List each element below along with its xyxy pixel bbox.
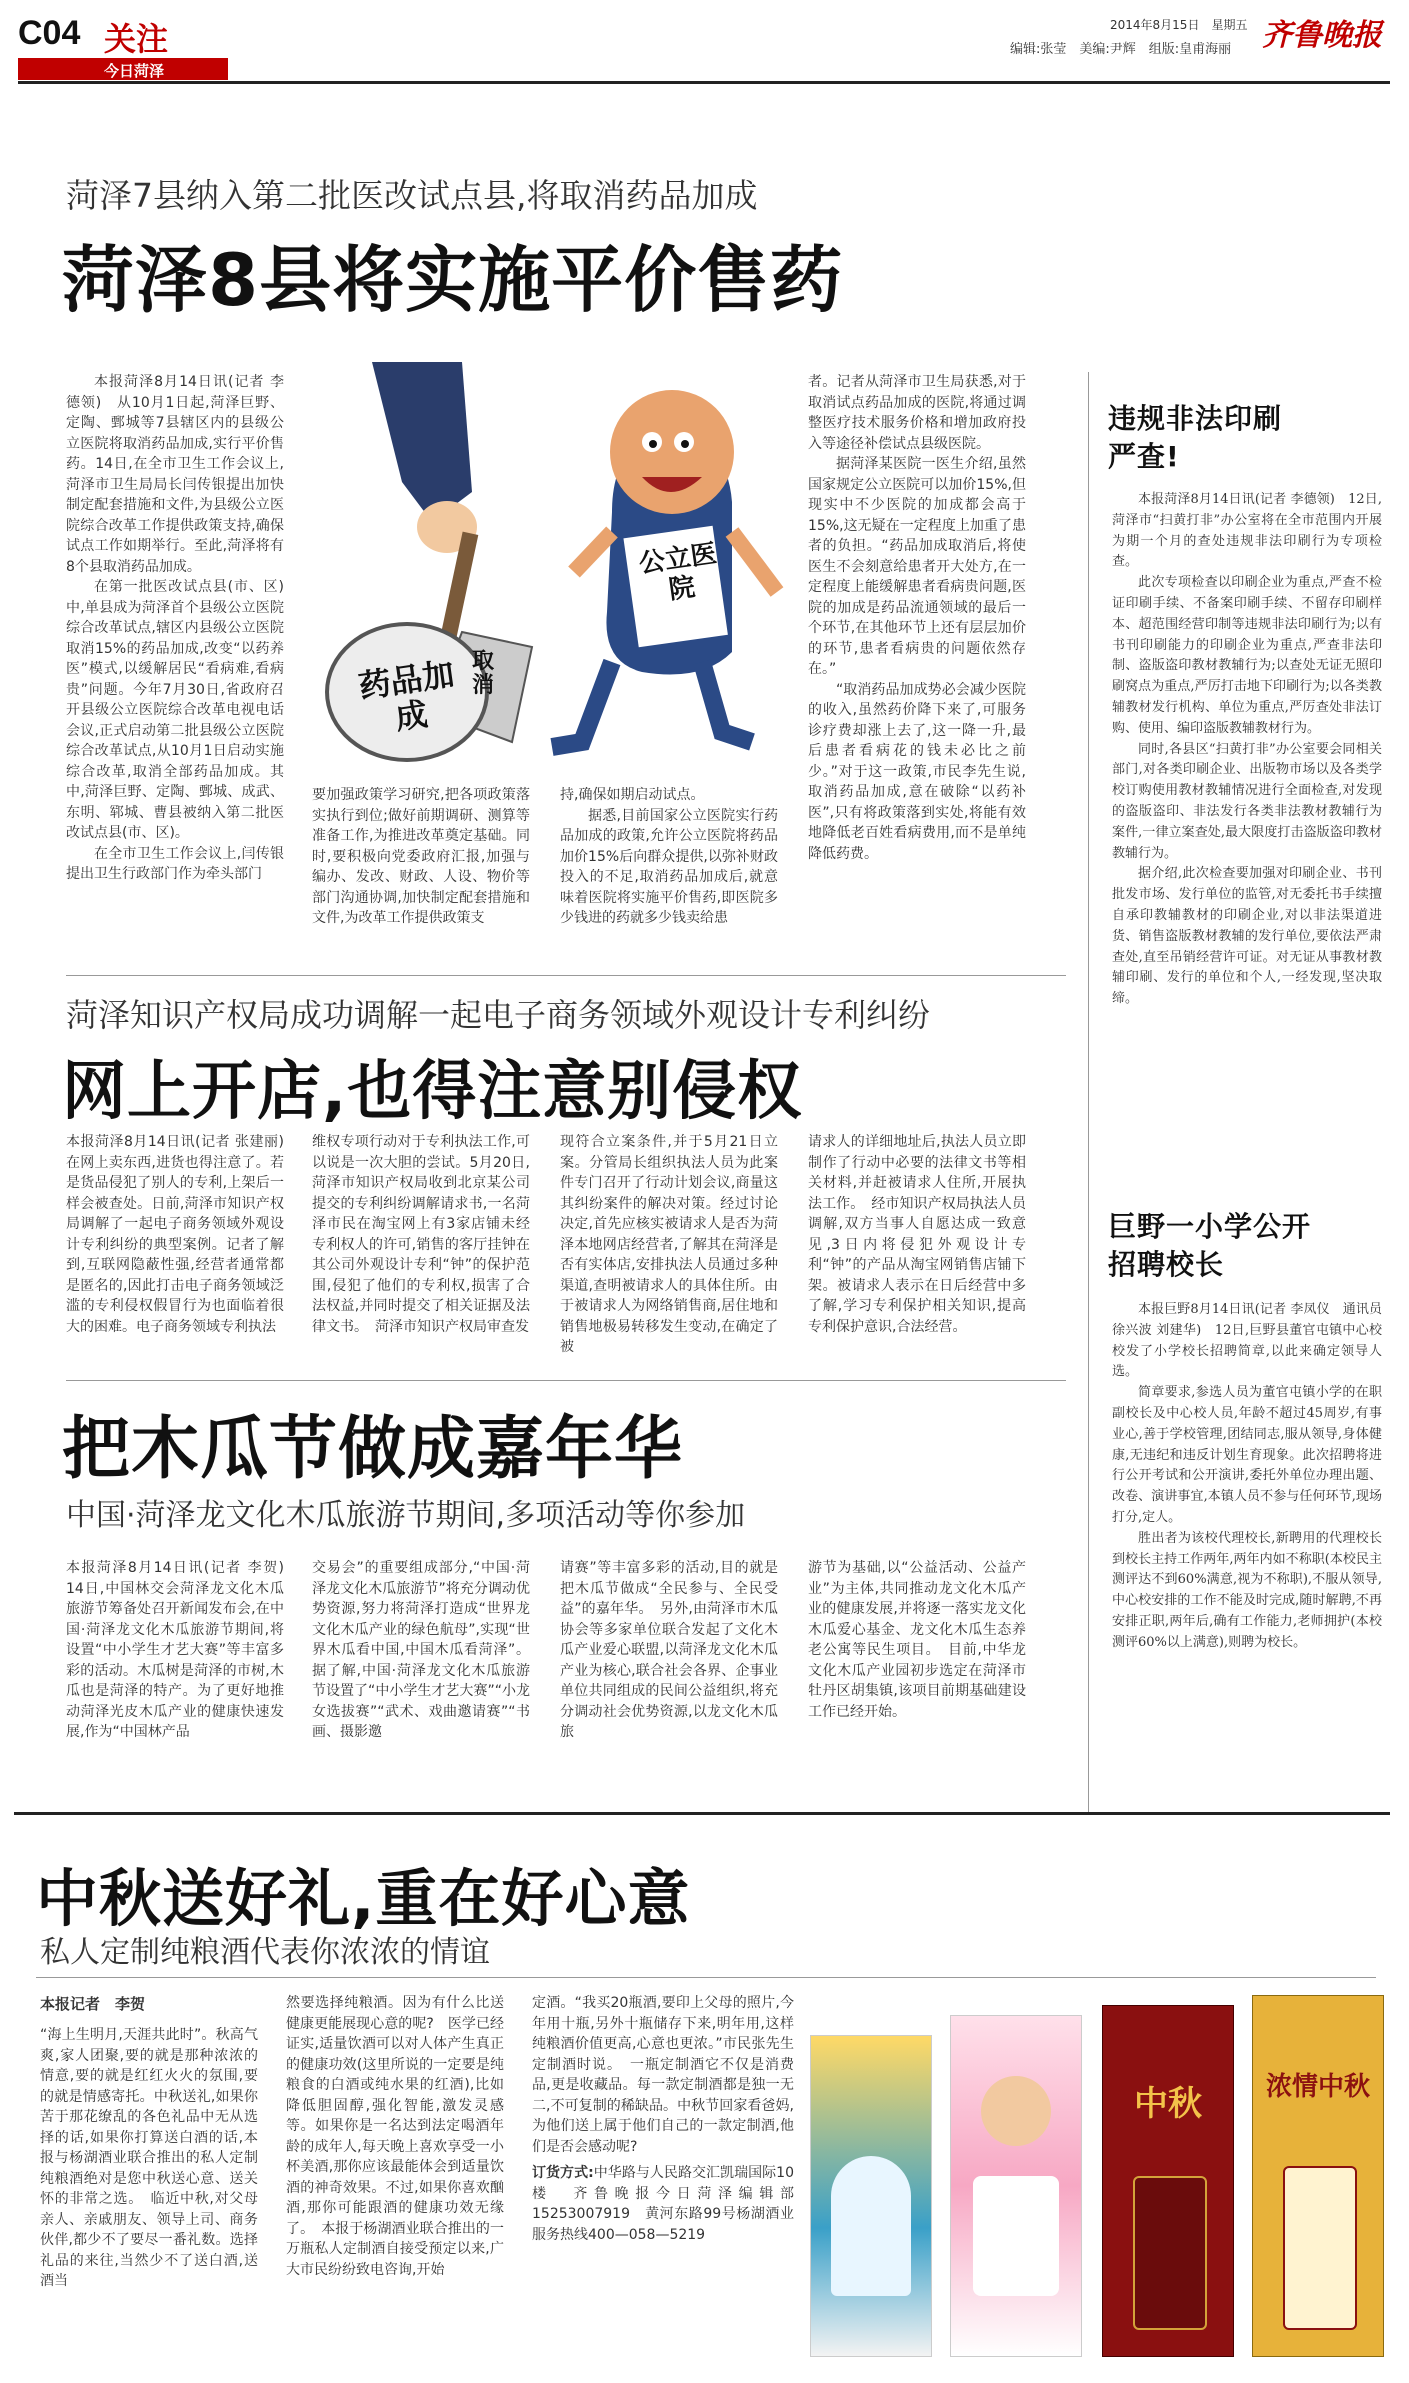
product-photos [810,1995,1390,2365]
article1-col1 [66,372,284,952]
article3-top-divider [66,1380,1066,1381]
article1-col4-p1: 者。记者从菏泽市卫生局获悉,对于取消试点药品加成的医院,将通过调整医疗技术服务价格和增加政府投入等途径补偿试点县级医院。 [808,374,1026,452]
promo-order-text: 中华路与人民路交汇凯瑞国际10楼 齐鲁晚报今日菏泽编辑部 15253007919 黄河东路99号杨湖酒业 服务热线400—058—5219 [532,2165,808,2243]
article2-kicker: 菏泽知识产权局成功调解一起电子商务领域外观设计专利纠纷 [66,996,931,1034]
editor-credits: 编辑:张莹 美编:尹辉 组版:皇甫海丽 [1010,42,1232,57]
product-box-3 [1102,2005,1234,2357]
promo-subtitle: 私人定制纯粮酒代表你浓浓的情谊 [40,1935,490,1970]
article2-col4: 请求人的详细地址后,执法人员立即制作了行动中必要的法律文书等相关材料,并赶被请求人住所,开展执法工作。 经市知识产权局执法人员调解,双方当事人自愿达成一致意见,3日内将侵犯外观设计专利“钟”的产品从淘宝网销售店铺下架。被请求人表示在日后经营中多了解,学习专利保护相关知识,提高专利保护意识,合法经营。 [808,1134,1026,1335]
article1-col2-lower: 要加强政策学习研究,把各项政策落实执行到位;做好前期调研、测算等准备工作,为推进改革奠定基础。同时,要积极向党委政府汇报,加强与编办、发改、财政、人设、物价等部门沟通协调,加快制定配套措施和文件,为改革工作提供政策支 [312,787,530,926]
promo-col2: 然要选择纯粮酒。因为有什么比送健康更能展现心意的呢? 医学已经证实,适量饮酒可以对人体产生真正的健康功效(这里所说的一定要是纯粮食的白酒或纯水果的红酒),比如降低胆固醇,强化智能,激发灵感等。如果你是一名达到法定喝酒年龄的成年人,每天晚上喜欢享受一小杯美酒,那你应该最能体会到适量饮酒的神奇效果。不过,如果你喜欢酗酒,那你可能跟酒的健康功效无缘了。 本报于杨湖酒业联合推出的一万瓶私人定制酒自接受预定以来,广大市民纷纷致电咨询,开始 [286,1995,504,2278]
product-box-2 [950,2015,1082,2357]
article1-col3-lower: 持,确保如期启动试点。 据悉,目前国家公立医院实行药品加成的政策,允许公立医院将药品加价15%后向群众提供,以弥补财政投入的不足,取消药品加成后,就意味着医院将实施平价售药,即医院多少钱进的药就多少钱卖给患 [560,787,778,926]
article3-subtitle: 中国·菏泽龙文化木瓜旅游节期间,多项活动等你参加 [66,1498,746,1533]
article3-title: 把木瓜节做成嘉年华 [62,1410,684,1489]
promo-box [14,1812,1390,2375]
promo-title: 中秋送好礼,重在好心意 [36,1862,691,1935]
promo-col3: 定酒。“我买20瓶酒,要印上父母的照片,今年用十瓶,另外十瓶储存下来,明年用,这样纯粮酒价值更高,心意也更浓。”市民张先生定制酒时说。 一瓶定制酒它不仅是消费品,更是收藏品。每一款定制酒都是独一无二,不可复制的稀缺品。中秋节回家看爸妈,为他们送上属于他们自己的一款定制酒,他们是否会感动呢? 订货方式:中华路与人民路交汇凯瑞国际10楼 齐鲁晚报今日菏泽编辑部 15253007919 黄河东路99号杨湖酒业 服务热线400—058—5219 [532,1995,808,2243]
cartoon-shovel-label: 取消 [472,649,495,698]
promo-order-label: 订货方式: [532,2165,594,2181]
cartoon-bag-label: 药品加成 [356,654,457,737]
side2-title: 巨野一小学公开招聘校长 [1108,1210,1312,1281]
product-label-4: 浓情中秋 [1265,2072,1370,2102]
article1-col1-p1: 本报菏泽8月14日讯(记者 李德领) 从10月1日起,菏泽巨野、定陶、鄄城等7县辖区内的县级公立医院将取消药品加成,实行平价售药。14日,在全市卫生工作会议上,菏泽市卫生局局长闫传银提出加快制定配套措施和文件,为县级公立医院综合改革工作提供政策支持,确保试点工作如期举行。至此,菏泽将有8个县取消药品加成。 [66,374,284,575]
article2-col1: 本报菏泽8月14日讯(记者 张建丽) 在网上卖东西,进货也得注意了。若是货品侵犯了别人的专利,上架后一样会被查处。日前,菏泽市知识产权局调解了一起电子商务领域外观设计专利纠纷的典型案例。记者了解到,互联网隐蔽性强,经营者通常都是匿名的,因此打击电子商务领域泛滥的专利侵权假冒行为也面临着很大的困难。电子商务领域专利执法 [66,1134,298,1335]
article1-col1-p2: 在第一批医改试点县(市、区)中,单县成为菏泽首个县级公立医院综合改革试点,辖区内县级公立医院取消15%的药品加成,改变“以药养医”模式,以缓解居民“看病难,看病贵”问题。今年7月30日,省政府召开县级公立医院综合改革电视电话会议,正式启动第二批县级公立医院综合改革试点,从10月1日启动实施综合改革,取消全部药品加成。其中,菏泽巨野、定陶、鄄城、成武、东明、郓城、曹县被纳入第二批医改试点县(市、区)。 [66,579,284,841]
article3-col4: 游节为基础,以“公益活动、公益产业”为主体,共同推动龙文化木瓜产业的健康发展,并将逐一落实龙文化木瓜爱心基金、龙文化木瓜生态养老公寓等民生项目。 目前,中华龙文化木瓜产业园初步选定在菏泽市牡丹区胡集镇,该项目前期基础建设工作已经开始。 [808,1560,1026,1720]
article3-col2: 交易会”的重要组成部分,“中国·菏泽龙文化木瓜旅游节”将充分调动优势资源,努力将菏泽打造成“世界龙文化木瓜产业的绿色航母”,实现“世界木瓜看中国,中国木瓜看菏泽”。据了解,中国·菏泽龙文化木瓜旅游节设置了“中小学生才艺大赛”“小龙女选拔赛”“武术、戏曲邀请赛”“书画、摄影邀 [312,1560,530,1740]
side1-body: 本报菏泽8月14日讯(记者 李德领) 12日,菏泽市“扫黄打非”办公室将在全市范围内开展为期一个月的查处违规非法印刷行为专项检查。 此次专项检查以印刷企业为重点,严查不检证印刷手续、不备案印刷手续、不留存印刷样本、超范围经营印制等违规非法印刷行为;以有书刊印刷能力的印刷企业为重点,严查非法印制、盗版盗印教材教辅行为;以查处无证无照印刷窝点为重点,严厉打击地下印刷行为;以各类教辅教材发行机构、单位为重点,严厉查处非法订购、使用、编印盗版教辅教材行为。 同时,各县区“扫黄打非”办公室要会同相关部门,对各类印刷企业、出版物市场以及各类学校订购使用教材教辅情况进行全面检查,对发现的盗版盗印、非法发行各类非法教材教辅行为案件,一律立案查处,最大限度打击盗版盗印教材教辅行为。 据介绍,此次检查要加强对印刷企业、书刊批发市场、发行单位的监管,对无委托书手续擅自承印教辅教材的印刷企业,对以非法渠道进货、销售盗版教材教辅的发行单位,要依法严肃查处,直至吊销经营许可证。对无证从事教材教辅印刷、发行的单位和个人,一经发现,坚决取缔。 [1112,492,1382,1007]
article2-title: 网上开店,也得注意别侵权 [62,1055,803,1129]
promo-divider [36,1977,1376,1978]
article3-col3: 请赛”等丰富多彩的活动,目的就是把木瓜节做成“全民参与、全民受益”的嘉年华。 另外,由菏泽市木瓜协会等多家单位联合发起了文化木瓜产业爱心联盟,以菏泽龙文化木瓜产业为核心,联合社会各界、企事业单位共同组成的民间公益组织,将充分调动社会优势资源,以龙文化木瓜旅 [560,1560,778,1740]
article1-col1-p3: 在全市卫生工作会议上,闫传银提出卫生行政部门作为牵头部门 [66,845,284,882]
product-label-3: 中秋 [1134,2084,1202,2124]
product-bottle-gold [1283,2166,1357,2330]
article1-title: 菏泽8县将实施平价售药 [62,238,844,322]
promo-byline: 本报记者 李贺 [40,1995,146,2013]
issue-date: 2014年8月15日 星期五 [1110,18,1248,32]
subsection-title: 今日菏泽 [104,62,165,80]
promo-col1: “海上生明月,天涯共此时”。秋高气爽,家人团聚,要的就是那种浓浓的情意,要的就是红红火火的氛围,要的就是情感寄托。中秋送礼,如果你苦于那花缭乱的各色礼品中无从选择的话,如果你打算送白酒的话,本报与杨湖酒业联合推出的私人定制纯粮酒绝对是您中秋送心意、送关怀的非常之选。 临近中秋,对父母亲人、亲戚朋友、领导上司、商务伙伴,都少不了要尽一番礼数。选择礼品的来往,当然少不了送白酒,送酒当 [40,2027,258,2289]
article1-kicker: 菏泽7县纳入第二批医改试点县,将取消药品加成 [66,176,758,215]
article2-col3: 现符合立案条件,并于5月21日立案。分管局长组织执法人员为此案件专门召开了行动计划会议,商量这其纠纷案件的解决对策。经过讨论决定,首先应核实被请求人是否为菏泽本地网店经营者,了解其在菏泽是否有实体店,安排执法人员通过多种渠道,查明被请求人的具体住所。由于被请求人为网络销售商,居住地和销售地极易转移发生变动,在确定了被 [560,1134,778,1355]
section-title: 关注 [104,20,169,58]
side2-body: 本报巨野8月14日讯(记者 李凤仪 通讯员 徐兴波 刘建华) 12日,巨野县董官屯镇中心校校发了小学校长招聘简章,以此来确定领导人选。 简章要求,参选人员为董官屯镇小学的在职副校长及中心校人员,年龄不超过45周岁,有事业心,善于学校管理,团结同志,服从领导,身体健康,无违纪和违反计划生育现象。此次招聘将进行公开考试和公开演讲,委托外单位办理出题、改卷、演讲事宜,本镇人员不参与任何环节,现场打分,定人。 胜出者为该校代理校长,新聘用的代理校长到校长主持工作两年,两年内如不称职(本校民主测评达不到60%满意,视为不称职),不服从领导,中心校安排的工作不能及时完成,随时解聘,不再安排正职,两年后,确有工作能力,老师拥护(本校测评60%以上满意),则聘为校长。 [1112,1302,1382,1650]
cartoon-figure-label: 公立医院 [637,538,719,606]
product-bottle-red [1133,2176,1207,2330]
side-divider [1088,372,1089,1812]
product-box-4 [1252,1995,1384,2357]
product-photo-baby [981,2076,1051,2146]
article1-col4 [808,372,1026,952]
article1-col4-p2: 据菏泽某医院一医生介绍,虽然国家规定公立医院可以加价15%,但现实中不少医院的加成都会高于15%,这无疑在一定程度上加重了患者的负担。“药品加成取消后,将使医生不会刻意给患者开大处方,在一定程度上能缓解患者看病贵问题,医院的加成是药品流通领域的最后一个环节,在其他环节上还有层层加价的环节,患者看病贵的问题依然存在。” [808,456,1026,677]
page-header [0,0,1409,80]
article2-col2: 维权专项行动对于专利执法工作,可以说是一次大胆的尝试。5月20日,菏泽市知识产权局收到北京某公司提交的专利纠纷调解请求书,一名菏泽市民在淘宝网上有3家店铺未经专利权人的许可,销售的客厅挂钟在其公司外观设计专利“钟”的保护范围,侵犯了他们的专利权,损害了合法权益,并同时提交了相关证据及法律文书。 菏泽市知识产权局审查发 [312,1134,530,1335]
article2-top-divider [66,975,1066,976]
product-photo-couple [831,2156,911,2296]
header-rule [18,81,1390,84]
article3-col1: 本报菏泽8月14日讯(记者 李贺) 14日,中国林交会菏泽龙文化木瓜旅游节筹备处召开新闻发布会,在中国·菏泽龙文化木瓜旅游节期间,将设置“中小学生才艺大赛”等丰富多彩的活动。木瓜树是菏泽的市树,木瓜也是菏泽的特产。为了更好地推动菏泽光皮木瓜产业的健康快速发展,作为“中国林产品 [66,1560,298,1740]
product-box-1 [810,2035,932,2357]
article1-col4-p3: “取消药品加成势必会减少医院的收入,虽然药价降下来了,可服务诊疗费却涨上去了,这一降一升,最后患者看病花的钱未必比之前少。”对于这一政策,市民李先生说,取消药品加成,意在破除“以药补医”,只有将政策落到实处,将能有效地降低老百姓看病费用,而不是单纯降低药费。 [808,681,1026,862]
paper-logo: 齐鲁晚报 [1262,18,1382,53]
product-bottle-white [973,2176,1059,2296]
article1-cartoon [312,362,792,772]
page-code: C04 [18,14,81,52]
side1-title: 违规非法印刷严查! [1108,402,1283,473]
